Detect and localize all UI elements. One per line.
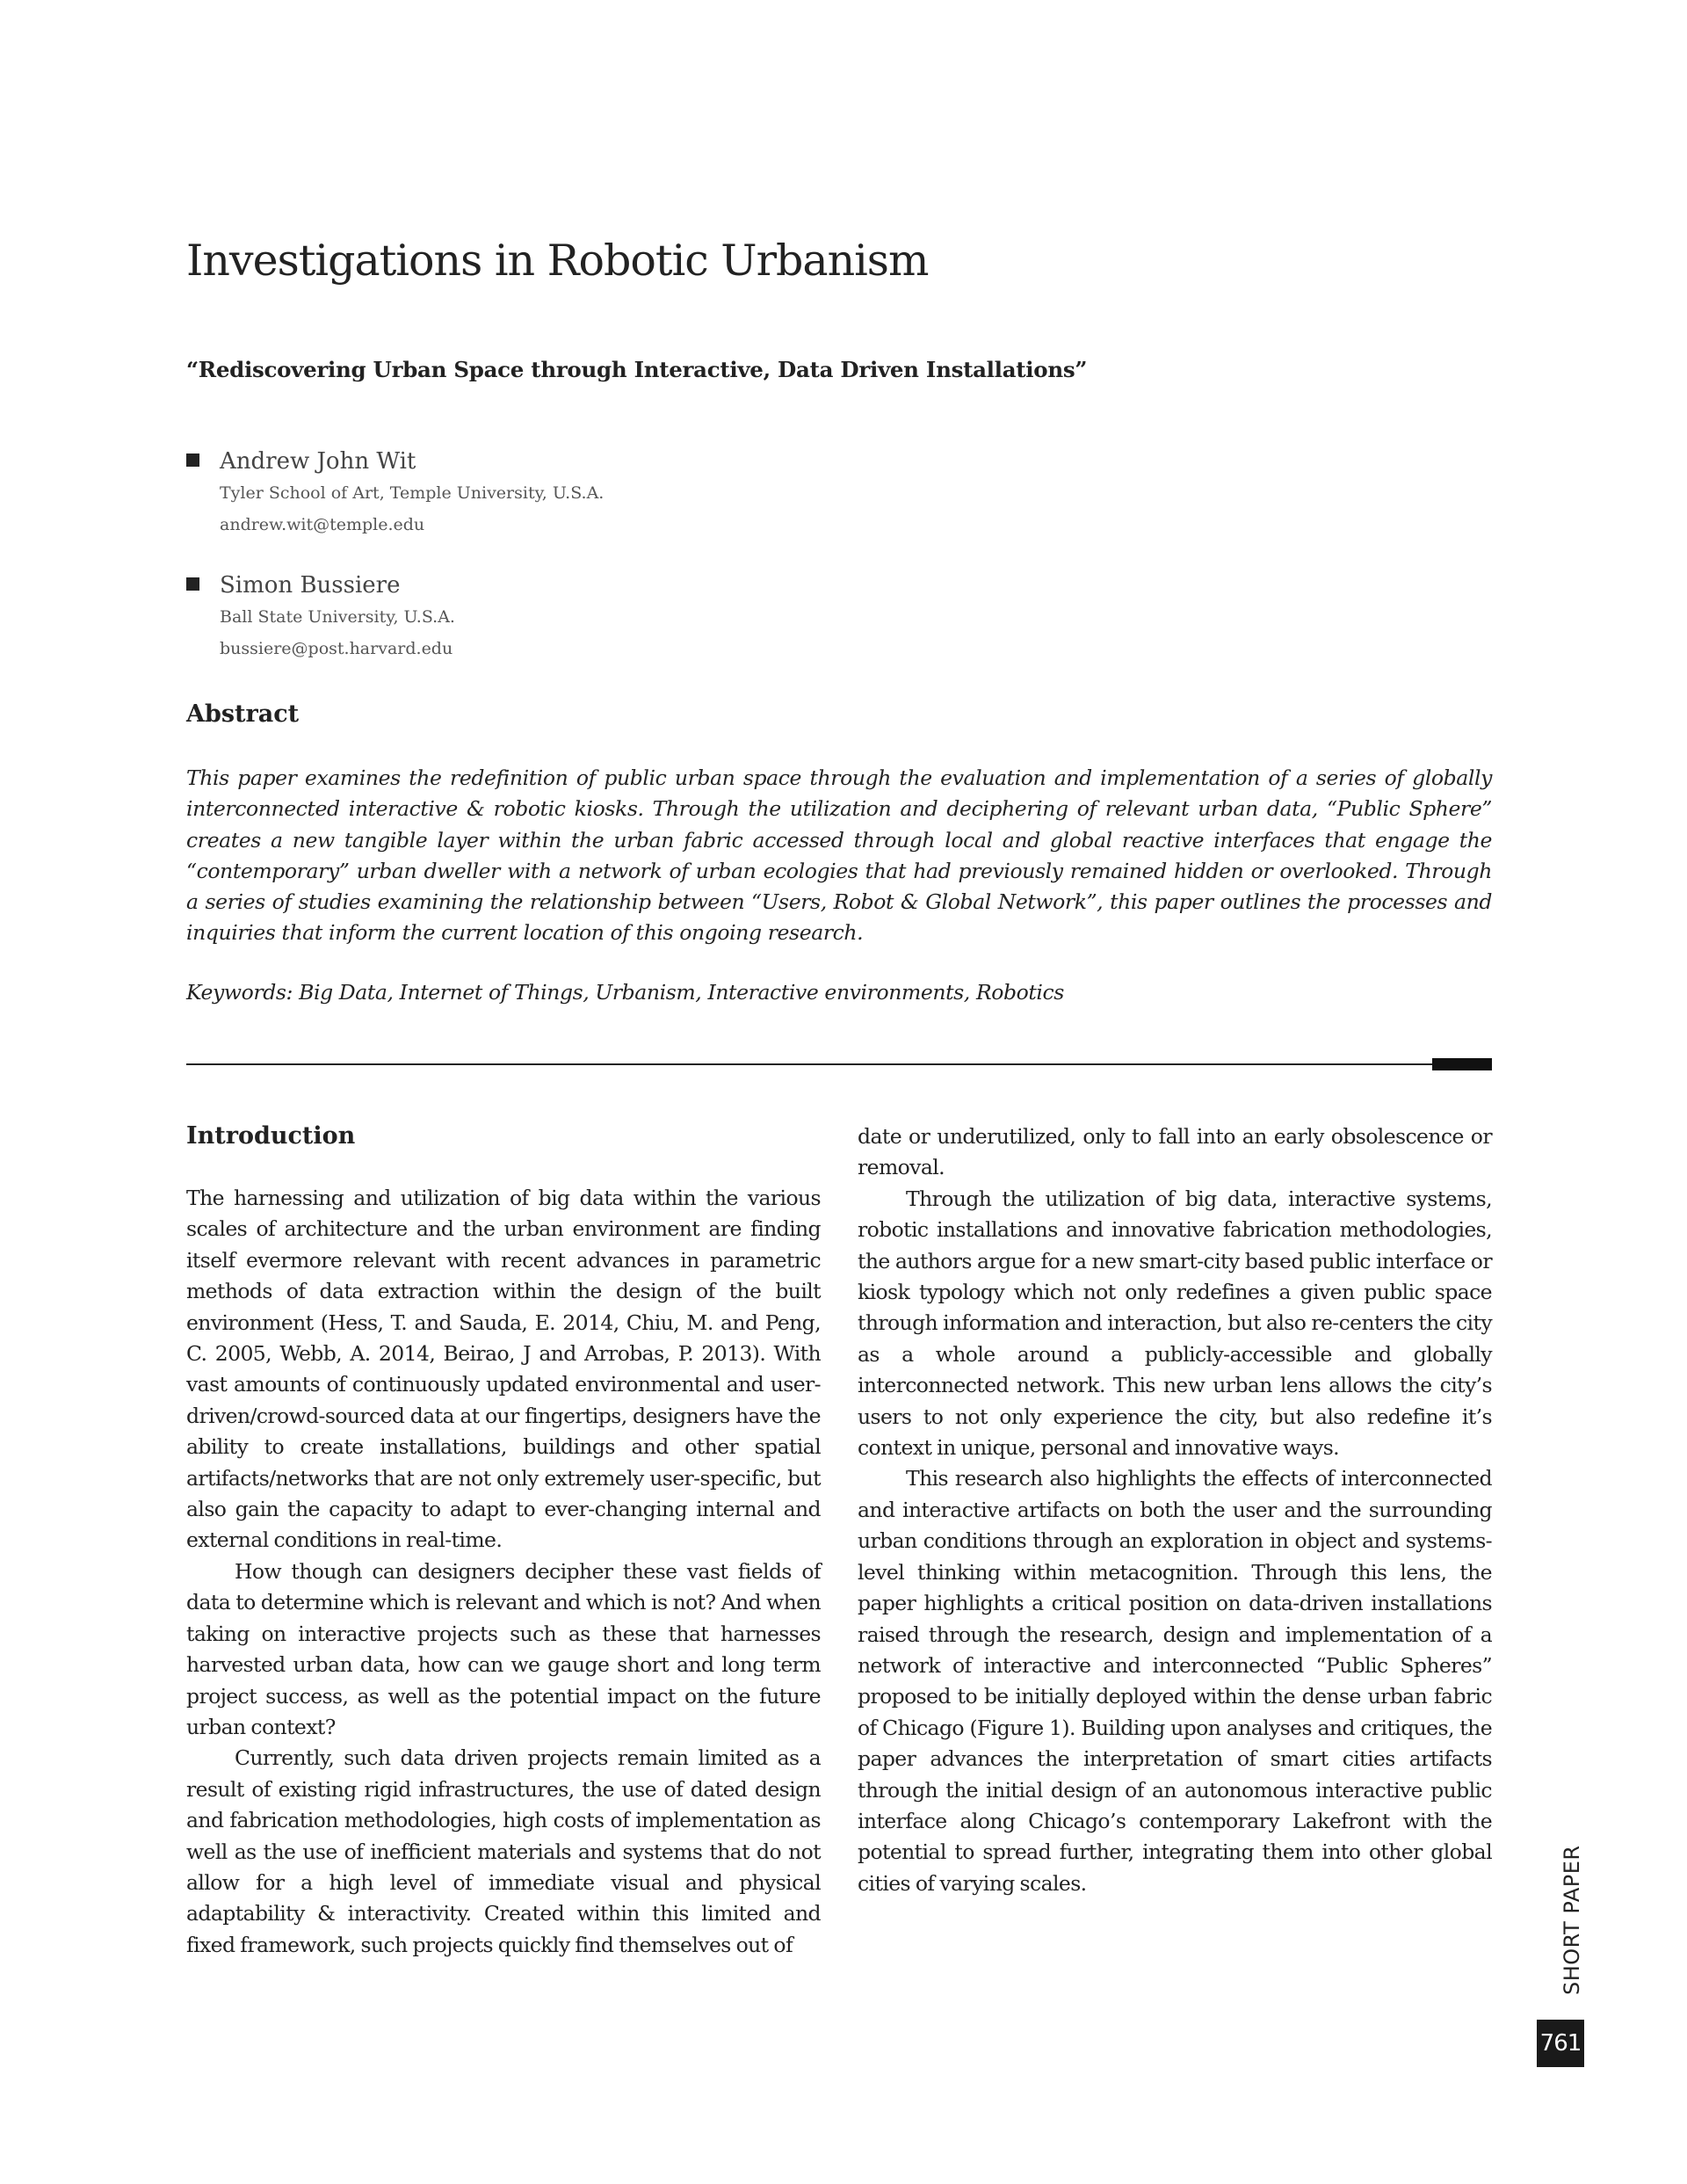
body-paragraph: This research also highlights the effects of interconnected and interactive artifacts on both the user and the surrounding urban conditions through an exploration in object and systems-level thinking within metacognition. Through this lens, the paper highlights a critical position on data-driven installations raised through the research, design and implementation of a network of interactive and interconnected “Public Spheres” proposed to be initially deployed within the dense urban fabric of Chicago (Figure 1). Building upon analyses and critiques, the paper advances the interpretation of smart cities artifacts through the initial design of an autonomous interactive public interface along Chicago’s contemporary Lakefront with the potential to spread further, integrating them into other global cities of varying scales. bbox=[858, 1466, 1492, 1896]
paper-subtitle: “Rediscovering Urban Space through Interactive, Data Driven Installations” bbox=[186, 357, 1088, 382]
body-column-left bbox=[186, 1183, 821, 1961]
body-paragraph: date or underutilized, only to fall into an early obsolescence or removal. bbox=[858, 1124, 1492, 1180]
author-affiliation: Tyler School of Art, Temple University, U.S.A. bbox=[220, 483, 605, 503]
introduction-heading: Introduction bbox=[186, 1122, 356, 1150]
keywords-line: Keywords: Big Data, Internet of Things, Urbanism, Interactive environments, Robotics bbox=[186, 980, 1064, 1005]
author-name: Andrew John Wit bbox=[220, 448, 416, 475]
paper-title: Investigations in Robotic Urbanism bbox=[186, 236, 929, 286]
body-paragraph: The harnessing and utilization of big data within the various scales of architecture and the urban environment are finding itself evermore relevant with recent advances in parametric methods of data extraction within the design of the built environment (Hess, T. and Sauda, E. 2014, Chiu, M. and Peng, C. 2005, Webb, A. 2014, Beirao, J and Arrobas, P. 2013). With vast amounts of continuously updated environmental and user-driven/crowd-sourced data at our fingertips, designers have the ability to create installations, buildings and other spatial artifacts/networks that are not only extremely user-specific, but also gain the capacity to adapt to ever-changing internal and external conditions in real-time. bbox=[186, 1186, 821, 1553]
body-column-right bbox=[858, 1121, 1492, 1899]
section-divider bbox=[186, 1063, 1492, 1065]
abstract-body: This paper examines the redefinition of public urban space through the evaluation and implementation of a series of globally interconnected interactive & robotic kiosks. Through the utilization and deciphering of relevant urban data, “Public Sphere” creates a new tangible layer within the urban fabric accessed through local and global reactive interfaces that engage the “contemporary” urban dweller with a network of urban ecologies that had previously remained hidden or overlooked. Through a series of studies examining the relationship between “Users, Robot & Global Network”, this paper outlines the processes and inquiries that inform the current location of this ongoing research. bbox=[186, 765, 1492, 946]
page-number: 761 bbox=[1539, 2030, 1582, 2057]
author-name: Simon Bussiere bbox=[220, 572, 401, 599]
body-paragraph: Through the utilization of big data, interactive systems, robotic installations and innovative fabrication methodologies, the authors argue for a new smart-city based public interface or kiosk typology which not only redefines a given public space through information and interaction, but also re-centers the city as a whole around a publicly-accessible and globally interconnected network. This new urban lens allows the city’s users to not only experience the city, but also redefine it’s context in unique, personal and innovative ways. bbox=[858, 1186, 1492, 1461]
body-paragraph: How though can designers decipher these vast fields of data to determine which is relevant and which is not? And when taking on interactive projects such as these that harnesses harvested urban data, how can we gauge short and long term project success, as well as the potential impact on the future urban context? bbox=[186, 1558, 821, 1739]
author-affiliation: Ball State University, U.S.A. bbox=[220, 607, 455, 627]
bullet-square-icon bbox=[186, 577, 199, 591]
body-paragraph: Currently, such data driven projects remain limited as a result of existing rigid infrastructures, the use of dated design and fabrication methodologies, high costs of implementation as well as the use of inefficient materials and systems that do not allow for a high level of immediate visual and physical adaptability & interactivity. Created within this limited and fixed framework, such projects quickly find themselves out of bbox=[186, 1745, 821, 1957]
divider-accent-block bbox=[1432, 1058, 1492, 1070]
bullet-square-icon bbox=[186, 453, 199, 467]
section-side-label: SHORT PAPER bbox=[1560, 1845, 1584, 1995]
author-email[interactable]: andrew.wit@temple.edu bbox=[220, 515, 425, 534]
abstract-heading: Abstract bbox=[186, 700, 300, 728]
page-number-box bbox=[1537, 2020, 1584, 2067]
author-email[interactable]: bussiere@post.harvard.edu bbox=[220, 639, 453, 658]
